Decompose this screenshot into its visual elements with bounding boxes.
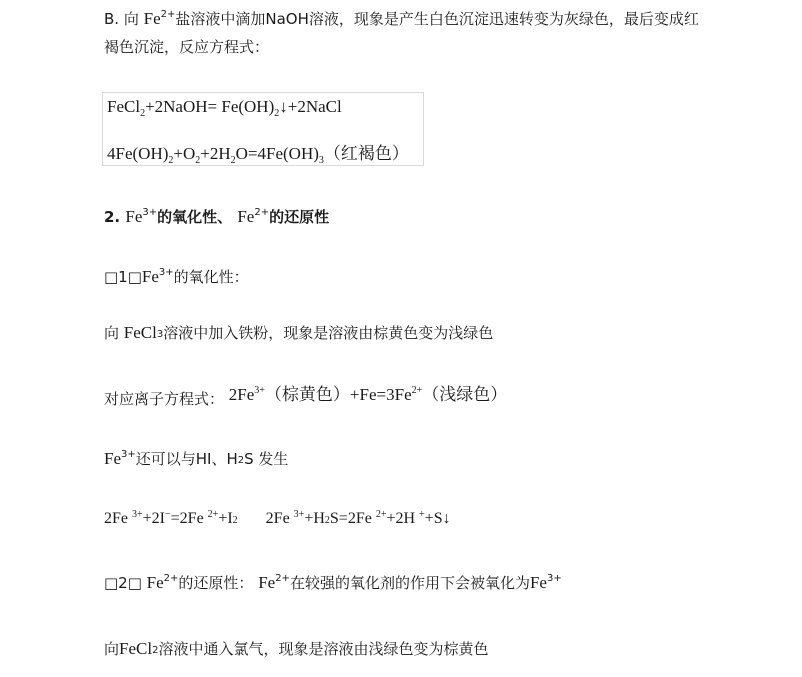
eq-sub: 2 (168, 155, 174, 166)
line-b (104, 8, 699, 30)
ion-charge: 3+ (121, 449, 136, 460)
subsection-2 (104, 572, 562, 594)
equation-box (102, 92, 424, 166)
line-b-text: 盐溶液中滴加NaOH溶液，现象是产生白色沉淀迅速转变为灰绿色，最后变成红 (175, 10, 699, 28)
eq-part: +I (218, 510, 233, 527)
line-text: S 发生 (244, 450, 289, 468)
eq-sub: 3 (318, 155, 324, 166)
eq-part: +2NaOH= Fe(OH) (145, 97, 275, 116)
subsection-text: 的氧化性： (173, 268, 249, 286)
subsection-text: 在较强的氧化剂的作用下会被氧化为 (289, 574, 530, 592)
fe-ion: Fe (258, 573, 276, 592)
ion-charge: 3+ (158, 267, 174, 278)
eq-part: O=4Fe(OH) (235, 144, 319, 163)
eq-part: +S↓ (424, 510, 451, 527)
eq-sub: 2 (195, 155, 201, 166)
formula-sub: 3 (156, 329, 164, 340)
fecl3-line (104, 322, 493, 344)
list-marker: □1□ (104, 268, 142, 286)
eq-sub: 2 (324, 515, 330, 526)
ion-charge: 2+ (160, 9, 176, 20)
fe-ion: Fe (146, 573, 164, 592)
ion-charge: 3+ (142, 207, 158, 218)
ion-charge: 2+ (411, 385, 423, 396)
ion-charge: + (419, 509, 425, 520)
ion-charge: 2+ (254, 207, 270, 218)
fe-ion: Fe (237, 207, 255, 226)
line-text: 溶液中加入铁粉，现象是溶液由棕黄色变为浅绿色 (163, 324, 494, 342)
ionic-eq-label: 对应离子方程式： (104, 390, 225, 408)
eq-part: 2Fe (104, 510, 132, 527)
eq-sub: 2 (230, 155, 236, 166)
heading-text: 的氧化性、 (157, 208, 238, 226)
eq-part: =2Fe (170, 510, 208, 527)
line-b-prefix: B. 向 (104, 10, 144, 28)
eq-part: 2Fe (228, 385, 255, 404)
eq-sub: 2 (140, 108, 146, 119)
eq-part: FeCl (107, 97, 141, 116)
section-heading (104, 206, 329, 228)
ionic-equation (229, 385, 507, 404)
fe3-reactions-line (104, 448, 288, 470)
list-marker: □2□ (104, 574, 147, 592)
eq-part: （浅绿色） (422, 385, 508, 404)
fe-ion: Fe (104, 449, 121, 468)
ion-charge: 3+ (132, 509, 143, 520)
ion-charge: − (165, 509, 171, 520)
ion-charge: 2+ (163, 573, 179, 584)
ionic-equation-line (104, 384, 507, 406)
line-text: 还可以与HI、H (135, 450, 238, 468)
heading-text: 的还原性 (269, 208, 330, 226)
eq-part: 2Fe (265, 510, 294, 527)
eq-part: +H (304, 510, 325, 527)
line-prefix: 向 (104, 324, 124, 342)
ion-charge: 2+ (375, 509, 387, 520)
eq-part: S=2Fe (329, 510, 376, 527)
eq-part: +O (173, 144, 196, 163)
fe-ion: Fe (125, 207, 143, 226)
line-text: 溶液中通入氯气，现象是溶液由浅绿色变为棕黄色 (158, 640, 489, 658)
ion-charge: 3+ (293, 509, 305, 520)
eq-part: 4Fe(OH) (107, 144, 169, 163)
fecl2-line (104, 638, 488, 660)
eq-part: +2I (142, 510, 165, 527)
ion-charge: 2+ (207, 509, 219, 520)
ion-charge: 3+ (254, 385, 265, 396)
formula: FeCl (119, 639, 153, 658)
eq-part: （红褐色） (323, 144, 409, 163)
formula: FeCl (123, 323, 157, 342)
fe-ion: Fe (141, 267, 159, 286)
eq-part: +2H (200, 144, 231, 163)
line-b-continued: 褐色沉淀，反应方程式： (104, 38, 270, 56)
eq-part: +2H (386, 510, 420, 527)
equation-2 (107, 139, 409, 164)
redox-equations (104, 508, 451, 530)
eq-sub: 2 (274, 108, 280, 119)
heading-number: 2. (104, 208, 126, 226)
eq-part: ↓+2NaCl (279, 97, 342, 116)
formula-sub: 2 (237, 455, 245, 466)
fe-ion: Fe (529, 573, 547, 592)
line-prefix: 向 (104, 640, 120, 658)
subsection-1 (104, 266, 249, 288)
ion-charge: 3+ (546, 573, 562, 584)
subsection-text: 的还原性： (178, 574, 259, 592)
eq-sub: 2 (232, 515, 238, 526)
equation-1 (107, 97, 342, 117)
eq-part: （棕黄色）+Fe=3Fe (264, 385, 412, 404)
fe-ion: Fe (143, 9, 161, 28)
formula-sub: 2 (152, 645, 159, 656)
ion-charge: 2+ (275, 573, 290, 584)
